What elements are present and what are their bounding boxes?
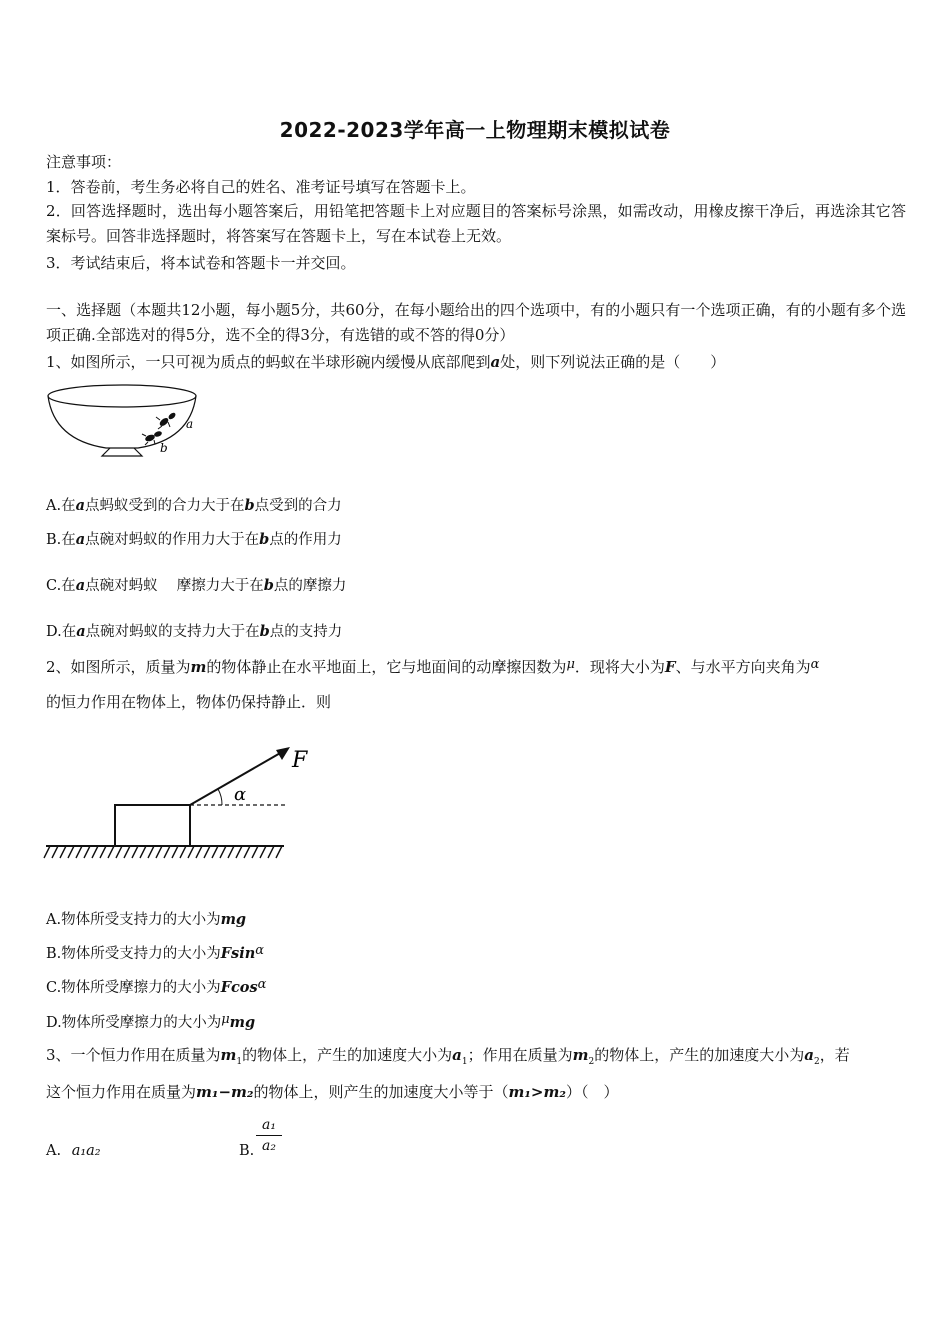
notice-item-1: 1．答卷前，考生务必将自己的姓名、准考证号填写在答题卡上。 bbox=[46, 178, 476, 196]
fraction-bar bbox=[256, 1135, 282, 1136]
q1-option-a[interactable] bbox=[46, 494, 342, 515]
q2-opt-d-text: D.物体所受摩擦力的大小为 bbox=[46, 1015, 222, 1031]
q1-stem-var: a bbox=[490, 353, 501, 371]
q2-stem-line1 bbox=[46, 655, 819, 677]
q3-option-a[interactable] bbox=[46, 1143, 101, 1159]
q2-stem-b: 的物体静止在水平地面上，它与地面间的动摩擦因数为 bbox=[206, 658, 567, 676]
q3-stem-line1 bbox=[46, 1045, 850, 1072]
q3-line2-a: 这个恒力作用在质量为 bbox=[46, 1083, 197, 1101]
q3-opt-b-fraction bbox=[256, 1117, 282, 1154]
q1-option-b[interactable] bbox=[46, 528, 342, 549]
q3-sub-a2: 2 bbox=[814, 1057, 820, 1067]
q3-var-a2: a bbox=[804, 1046, 815, 1064]
q1-option-c[interactable] bbox=[46, 574, 346, 595]
q2-opt-b-text: B.物体所受支持力的大小为 bbox=[46, 946, 221, 962]
q2-opt-c-text: C.物体所受摩擦力的大小为 bbox=[46, 980, 221, 996]
q3-line2-b: 的物体上，则产生的加速度大小等于（ bbox=[253, 1083, 509, 1101]
q1-opt-a-v2: b bbox=[244, 497, 255, 514]
q1-opt-a-v1: a bbox=[75, 497, 85, 514]
q3-stem-line2 bbox=[46, 1082, 618, 1102]
q1-stem bbox=[46, 352, 725, 372]
q3-line1-e: ，若 bbox=[819, 1046, 850, 1064]
block bbox=[115, 805, 190, 846]
force-label: F bbox=[292, 748, 308, 773]
q1-opt-c-pre: C.在 bbox=[46, 578, 76, 594]
q1-opt-b-post: 点的作用力 bbox=[269, 532, 342, 548]
q2-opt-b-expr: Fsin bbox=[220, 945, 256, 962]
q3-opt-b-denominator: a₂ bbox=[262, 1138, 276, 1154]
q1-stem-post: 处，则下列说法正确的是（ ） bbox=[500, 353, 726, 371]
q3-opt-b-numerator: a₁ bbox=[262, 1117, 276, 1133]
q3-opt-a-label: A. bbox=[46, 1143, 62, 1159]
q3-line1-a: 3、一个恒力作用在质量为 bbox=[46, 1046, 221, 1064]
bowl-label-b: b bbox=[160, 441, 168, 455]
q3-line2-cond: m₁>m₂ bbox=[508, 1083, 566, 1101]
q3-sub-2: 2 bbox=[588, 1057, 595, 1067]
angle-arc bbox=[218, 789, 222, 805]
q3-line2-c: ）（ ） bbox=[565, 1083, 619, 1101]
q1-opt-b-mid: 点碗对蚂蚁的作用力大于在 bbox=[85, 532, 260, 548]
q1-opt-a-post: 点受到的合力 bbox=[254, 498, 342, 514]
notice-item-2: 2．回答选择题时，选出每小题答案后，用铅笔把答题卡上对应题目的答案标号涂黑，如需改动，用橡皮擦干净后，再选涂其它答案标号。回答非选择题时，将答案写在答题卡上，写在本试卷上无效。 bbox=[46, 202, 906, 245]
q1-stem-pre: 1、如图所示，一只可视为质点的蚂蚁在半球形碗内缓慢从底部爬到 bbox=[46, 353, 491, 371]
q3-line1-d: 的物体上，产生的加速度大小为 bbox=[594, 1046, 805, 1064]
q1-opt-a-mid: 点蚂蚁受到的合力大于在 bbox=[85, 498, 245, 514]
q1-opt-b-v2: b bbox=[259, 531, 270, 548]
angle-label: α bbox=[234, 784, 247, 805]
q1-opt-b-pre: B.在 bbox=[46, 532, 76, 548]
q3-var-m2: m bbox=[572, 1046, 589, 1064]
q3-sub-a1: 1 bbox=[461, 1057, 468, 1067]
q2-opt-d-expr: mg bbox=[229, 1014, 256, 1031]
q2-var-alpha: α bbox=[810, 657, 820, 672]
q3-option-b[interactable] bbox=[239, 1143, 254, 1159]
q1-opt-d-post: 点的支持力 bbox=[269, 624, 343, 640]
q1-opt-d-v2: b bbox=[259, 623, 270, 640]
q2-stem-d: 、与水平方向夹角为 bbox=[675, 658, 811, 676]
q1-opt-c-v2: b bbox=[263, 577, 274, 594]
q2-stem-line2: 的恒力作用在物体上，物体仍保持静止．则 bbox=[46, 693, 332, 711]
q1-opt-c-mid: 点碗对蚂蚁 摩擦力大于在 bbox=[85, 578, 264, 594]
q3-var-a1: a bbox=[452, 1046, 462, 1064]
q2-opt-a-expr: mg bbox=[220, 911, 247, 928]
q2-var-mu: μ bbox=[566, 657, 575, 672]
section-heading: 一、选择题（本题共12小题，每小题5分，共60分，在每小题给出的四个选项中，有的小题只有一个选项正确，有的小题有多个选项正确.全部选对的得5分，选不全的得3分，有选错的或不答的得0分） bbox=[46, 301, 906, 344]
q1-opt-c-post: 点的摩擦力 bbox=[273, 578, 347, 594]
q1-opt-a-pre: A.在 bbox=[46, 498, 76, 514]
q2-var-F: F bbox=[664, 658, 676, 676]
page-title: 2022-2023学年高一上物理期末模拟试卷 bbox=[279, 118, 671, 142]
q2-opt-c-sym: α bbox=[257, 977, 267, 992]
q3-sub-1: 1 bbox=[236, 1057, 243, 1067]
q2-stem-a: 2、如图所示，质量为 bbox=[46, 658, 191, 676]
q2-opt-d-sym: μ bbox=[221, 1012, 230, 1027]
q3-var-m1: m bbox=[220, 1046, 237, 1064]
q2-option-a[interactable] bbox=[46, 908, 246, 929]
q1-opt-d-v1: a bbox=[76, 623, 86, 640]
q2-opt-c-expr: Fcos bbox=[220, 979, 258, 996]
notice-heading: 注意事项： bbox=[46, 153, 122, 171]
q2-option-d[interactable] bbox=[46, 1011, 255, 1032]
bowl-label-a: a bbox=[186, 417, 194, 431]
q3-line1-c: ；作用在质量为 bbox=[467, 1046, 573, 1064]
q3-opt-b-label: B. bbox=[239, 1143, 255, 1159]
q1-opt-b-v1: a bbox=[75, 531, 86, 548]
q1-option-d[interactable] bbox=[46, 620, 342, 641]
q1-opt-d-mid: 点碗对蚂蚁的支持力大于在 bbox=[85, 624, 260, 640]
q2-opt-a-text: A.物体所受支持力的大小为 bbox=[46, 912, 221, 928]
force-arrowhead bbox=[276, 747, 290, 760]
block-force-figure bbox=[44, 740, 308, 865]
q1-opt-d-pre: D.在 bbox=[46, 624, 77, 640]
q3-line1-b: 的物体上，产生的加速度大小为 bbox=[242, 1046, 453, 1064]
q3-opt-a-expr: a₁a₂ bbox=[71, 1143, 101, 1159]
q2-option-c[interactable] bbox=[46, 976, 266, 997]
bowl-figure bbox=[46, 382, 206, 467]
q2-stem-c: ．现将大小为 bbox=[574, 658, 665, 676]
q2-option-b[interactable] bbox=[46, 942, 264, 963]
q1-opt-c-v1: a bbox=[75, 577, 86, 594]
notice-item-3: 3．考试结束后，将本试卷和答题卡一并交回。 bbox=[46, 254, 356, 272]
ground-hatch bbox=[44, 846, 282, 858]
q2-opt-b-sym: α bbox=[255, 943, 265, 958]
q2-var-m: m bbox=[190, 658, 207, 676]
q3-line2-expr: m₁−m₂ bbox=[196, 1083, 254, 1101]
